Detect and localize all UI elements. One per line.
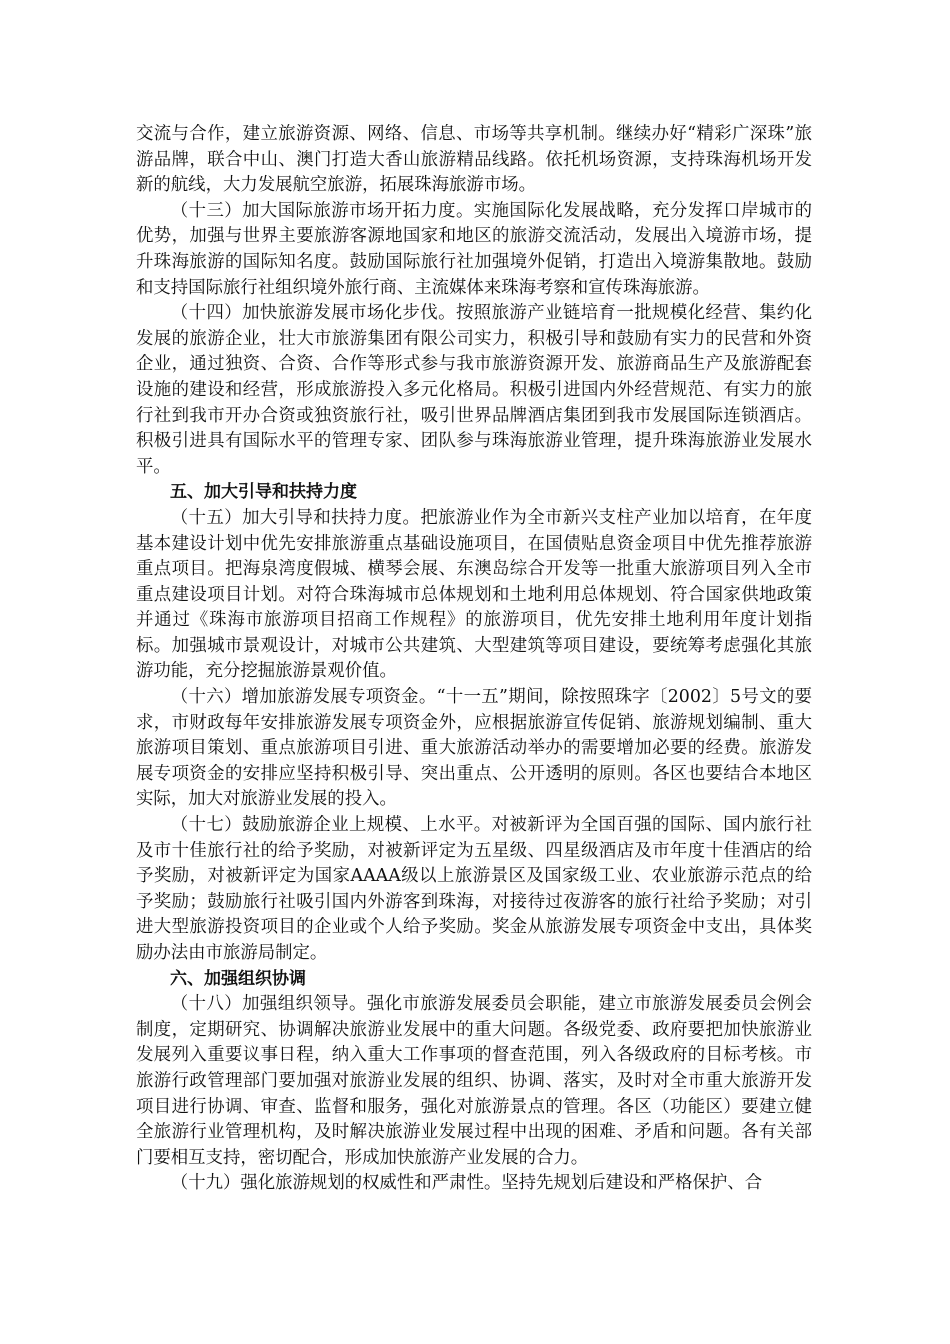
section-heading-5: 五、加大引导和扶持力度 [170,482,357,503]
paragraph-15: （十五）加大引导和扶持力度。把旅游业作为全市新兴支柱产业加以培育，在年度基本建设计划中优先安排旅游重点基础设施项目，在国债贴息资金项目中优先推荐旅游重点项目。把海泉湾度假城、横琴会展、东澳岛综合开发等一批重大旅游项目列入全市重点建设项目计划。对符合珠海城市总体规划和土地利用总体规划、符合国家供地政策并通过《珠海市旅游项目招商工作规程》的旅游项目，优先安排土地利用年度计划指标。加强城市景观设计，对城市公共建筑、大型建筑等项目建设，要统筹考虑强化其旅游功能，充分挖掘旅游景观价值。 [136,507,812,682]
paragraph-18: （十八）加强组织领导。强化市旅游发展委员会职能，建立市旅游发展委员会例会制度，定期研究、协调解决旅游业发展中的重大问题。各级党委、政府要把加快旅游业发展列入重要议事日程，纳入重大工作事项的督查范围，列入各级政府的目标考核。市旅游行政管理部门要加强对旅游业发展的组织、协调、落实，及时对全市重大旅游开发项目进行协调、审查、监督和服务，强化对旅游景点的管理。各区（功能区）要建立健全旅游行业管理机构，及时解决旅游业发展过程中出现的困难、矛盾和问题。各有关部门要相互支持，密切配合，形成加快旅游产业发展的合力。 [136,994,812,1168]
paragraph-13: （十三）加大国际旅游市场开拓力度。实施国际化发展战略，充分发挥口岸城市的优势，加强与世界主要旅游客源地国家和地区的旅游交流活动，发展出入境游市场，提升珠海旅游的国际知名度。鼓励国际旅行社加强境外促销，打造出入境游集散地。鼓励和支持国际旅行社组织境外旅行商、主流媒体来珠海考察和宣传珠海旅游。 [136,200,812,298]
paragraph-19: （十九）强化旅游规划的权威性和严肃性。坚持先规划后建设和严格保护、合 [170,1173,763,1194]
document-body [136,122,812,1197]
paragraph-17: （十七）鼓励旅游企业上规模、上水平。对被新评为全国百强的国际、国内旅行社及市十佳旅行社的给予奖励，对被新评定为五星级、四星级酒店及市年度十佳酒店的给予奖励，对被新评定为国家AAAA级以上旅游景区及国家级工业、农业旅游示范点的给予奖励；鼓励旅行社吸引国内外游客到珠海，对接待过夜游客的旅行社给予奖励；对引进大型旅游投资项目的企业或个人给予奖励。奖金从旅游发展专项资金中支出，具体奖励办法由市旅游局制定。 [136,815,812,963]
paragraph-continued: 交流与合作，建立旅游资源、网络、信息、市场等共享机制。继续办好“精彩广深珠”旅游品牌，联合中山、澳门打造大香山旅游精品线路。依托机场资源，支持珠海机场开发新的航线，大力发展航空旅游，拓展珠海旅游市场。 [136,124,812,196]
paragraph-14: （十四）加快旅游发展市场化步伐。按照旅游产业链培育一批规模化经营、集约化发展的旅游企业，壮大市旅游集团有限公司实力，积极引导和鼓励有实力的民营和外资企业，通过独资、合资、合作等形式参与我市旅游资源开发、旅游商品生产及旅游配套设施的建设和经营，形成旅游投入多元化格局。积极引进国内外经营规范、有实力的旅行社到我市开办合资或独资旅行社，吸引世界品牌酒店集团到我市发展国际连锁酒店。积极引进具有国际水平的管理专家、团队参与珠海旅游业管理，提升珠海旅游业发展水平。 [136,303,812,477]
paragraph-16: （十六）增加旅游发展专项资金。“十一五”期间，除按照珠字〔2002〕5号文的要求，市财政每年安排旅游发展专项资金外，应根据旅游宣传促销、旅游规划编制、重大旅游项目策划、重点旅游项目引进、重大旅游活动举办的需要增加必要的经费。旅游发展专项资金的安排应坚持积极引导、突出重点、公开透明的原则。各区也要结合本地区实际，加大对旅游业发展的投入。 [136,687,812,810]
section-heading-6: 六、加强组织协调 [170,968,306,989]
